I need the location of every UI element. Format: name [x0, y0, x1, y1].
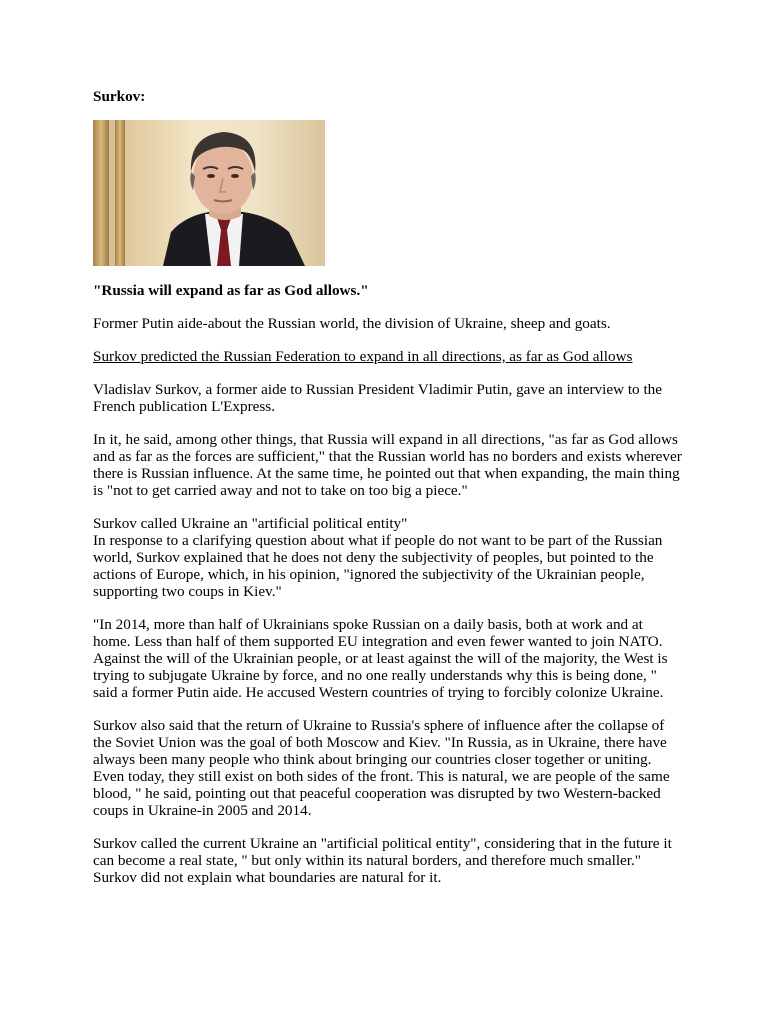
- heading: Surkov:: [93, 88, 146, 105]
- paragraph-6: Surkov called the current Ukraine an "artificial political entity", considering that in the future it can become a real state, " but only within its natural borders, and therefore much smaller." Surkov did not explain what boundaries are natural for it.: [93, 835, 672, 886]
- paragraph-5: Surkov also said that the return of Ukraine to Russia's sphere of influence after the collapse of the Soviet Union was the goal of both Moscow and Kiev. "In Russia, as in Ukraine, there have always been many people who think about bringing our countries closer together or uniting. Even today, they still exist on both sides of the front. This is natural, we are people of the same blood, " he said, pointing out that peaceful cooperation was disrupted by two Western-backed coups in Ukraine-in 2005 and 2014.: [93, 717, 670, 819]
- paragraph-3-lead: Surkov called Ukraine an "artificial political entity": [93, 515, 408, 532]
- person-illustration: [93, 120, 325, 266]
- paragraph-2: In it, he said, among other things, that Russia will expand in all directions, "as far as God allows and as far as the forces are sufficient," that the Russian world has no borders and exists wherever there is Russian influence. At the same time, he pointed out that when expanding, the main thing is "not to get carried away and not to take on too big a piece.": [93, 431, 682, 499]
- lead-quote: "Russia will expand as far as God allows.": [93, 282, 369, 299]
- paragraph-3: In response to a clarifying question about what if people do not want to be part of the Russian world, Surkov explained that he does not deny the subjectivity of peoples, but pointed to the actions of Europe, which, in his opinion, "ignored the subjectivity of the Ukrainian people, supporting two coups in Kiev.": [93, 532, 663, 600]
- paragraph-4: "In 2014, more than half of Ukrainians spoke Russian on a daily basis, both at work and at home. Less than half of them supported EU integration and even fewer wanted to join NATO. Against the will of the Ukrainian people, or at least against the will of the majority, the West is trying to subjugate Ukraine by force, and no one really understands why this is being done, " said a former Putin aide. He accused Western countries of trying to forcibly colonize Ukraine.: [93, 616, 668, 701]
- subtitle: Former Putin aide-about the Russian world, the division of Ukraine, sheep and goats.: [93, 315, 611, 332]
- article-link[interactable]: Surkov predicted the Russian Federation to expand in all directions, as far as God allows: [93, 348, 633, 365]
- document-page: [93, 88, 683, 902]
- portrait-photo: [93, 120, 325, 266]
- paragraph-1: Vladislav Surkov, a former aide to Russian President Vladimir Putin, gave an interview to the French publication L'Express.: [93, 381, 662, 415]
